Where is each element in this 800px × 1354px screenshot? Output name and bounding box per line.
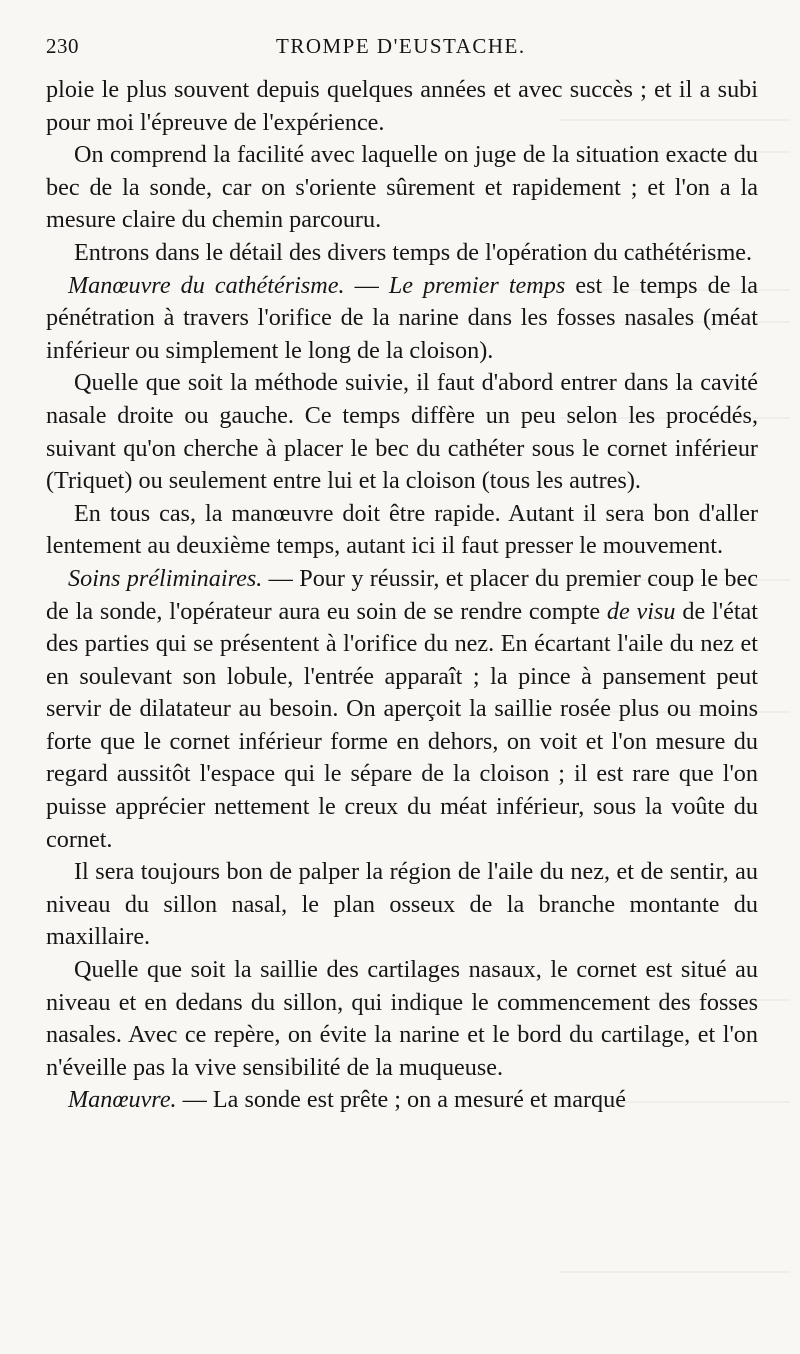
paragraph-text: Il sera toujours bon de palper la région de l'aile du nez, et de sentir, au niveau du sillon nasal, le plan osseux de la branche montante du maxillaire. bbox=[46, 858, 758, 951]
dash: — bbox=[262, 564, 300, 592]
paragraph-text: En tous cas, la manœuvre doit être rapide. Autant il sera bon d'aller lentement au deuxième temps, autant ici il faut presser le mouvement. bbox=[46, 499, 758, 560]
paragraph bbox=[46, 954, 758, 1084]
emphasis: de visu bbox=[606, 597, 676, 625]
running-header bbox=[46, 34, 758, 64]
page-number: 230 bbox=[46, 34, 79, 58]
section-heading: Soins préliminaires. bbox=[68, 564, 263, 592]
paragraph-text: La sonde est prête ; on a mesuré et marqué bbox=[212, 1086, 626, 1114]
paragraph-text: de l'état des parties qui se présentent à l'orifice du nez. En écartant l'aile du nez et en soulevant son lobule, l'entrée apparaît ; la pince à pansement peut servir de dilatateur au besoin. On aperçoit la saillie rosée plus ou moins forte que le cornet inférieur forme en dehors, on voit et l'on mesure du regard aussitôt l'espace qui le sépare de la cloison ; il est rare que l'on puisse apprécier nettement le creux du méat inférieur, sous la voûte du cornet. bbox=[46, 597, 758, 853]
paragraph-text: Entrons dans le détail des divers temps de l'opération du cathétérisme. bbox=[74, 238, 753, 266]
paragraph-text: est le temps de la pénétration à travers l'orifice de la narine dans les fosses nasales (méat inférieur ou simplement le long de la cloison). bbox=[46, 271, 758, 364]
dash: — bbox=[176, 1086, 213, 1114]
paragraph-text: On comprend la facilité avec laquelle on juge de la situation exacte du bec de la sonde, car on s'oriente sûrement et rapidement ; et l'on a la mesure claire du chemin parcouru. bbox=[46, 141, 758, 234]
body-text bbox=[46, 74, 758, 1117]
paragraph-text: Quelle que soit la méthode suivie, il faut d'abord entrer dans la cavité nasale droite ou gauche. Ce temps diffère un peu selon les procédés, suivant qu'on cherche à placer le bec du cathéter sous le cornet inférieur (Triquet) ou seulement entre lui et la cloison (tous les autres). bbox=[46, 369, 758, 495]
paragraph bbox=[46, 237, 758, 270]
paragraph bbox=[46, 1084, 758, 1117]
paragraph-text: Pour y réussir, et placer du premier coup le bec de la sonde, l'opérateur aura eu soin de se rendre compte bbox=[46, 564, 758, 625]
paragraph bbox=[46, 856, 758, 954]
paragraph bbox=[46, 270, 758, 368]
section-heading: Manœuvre. bbox=[68, 1086, 177, 1114]
paragraph bbox=[46, 139, 758, 237]
paragraph-text: Quelle que soit la saillie des cartilages nasaux, le cornet est situé au niveau et en dedans du sillon, qui indique le commencement des fosses nasales. Avec ce repère, on évite la narine et le bord du cartilage, et l'on n'éveille pas la vive sensibilité de la muqueuse. bbox=[46, 956, 758, 1081]
paragraph-text: ploie le plus souvent depuis quelques années et avec succès ; et il a subi pour moi l'épreuve de l'expérience. bbox=[46, 76, 758, 136]
running-title: TROMPE D'EUSTACHE. bbox=[276, 34, 526, 58]
paragraph bbox=[46, 367, 758, 497]
dash: — bbox=[344, 271, 389, 299]
paragraph bbox=[46, 74, 758, 139]
section-heading: Manœuvre du cathétérisme. bbox=[68, 271, 345, 299]
emphasis: Le premier temps bbox=[388, 271, 566, 299]
paragraph bbox=[46, 563, 758, 856]
paragraph bbox=[46, 498, 758, 563]
